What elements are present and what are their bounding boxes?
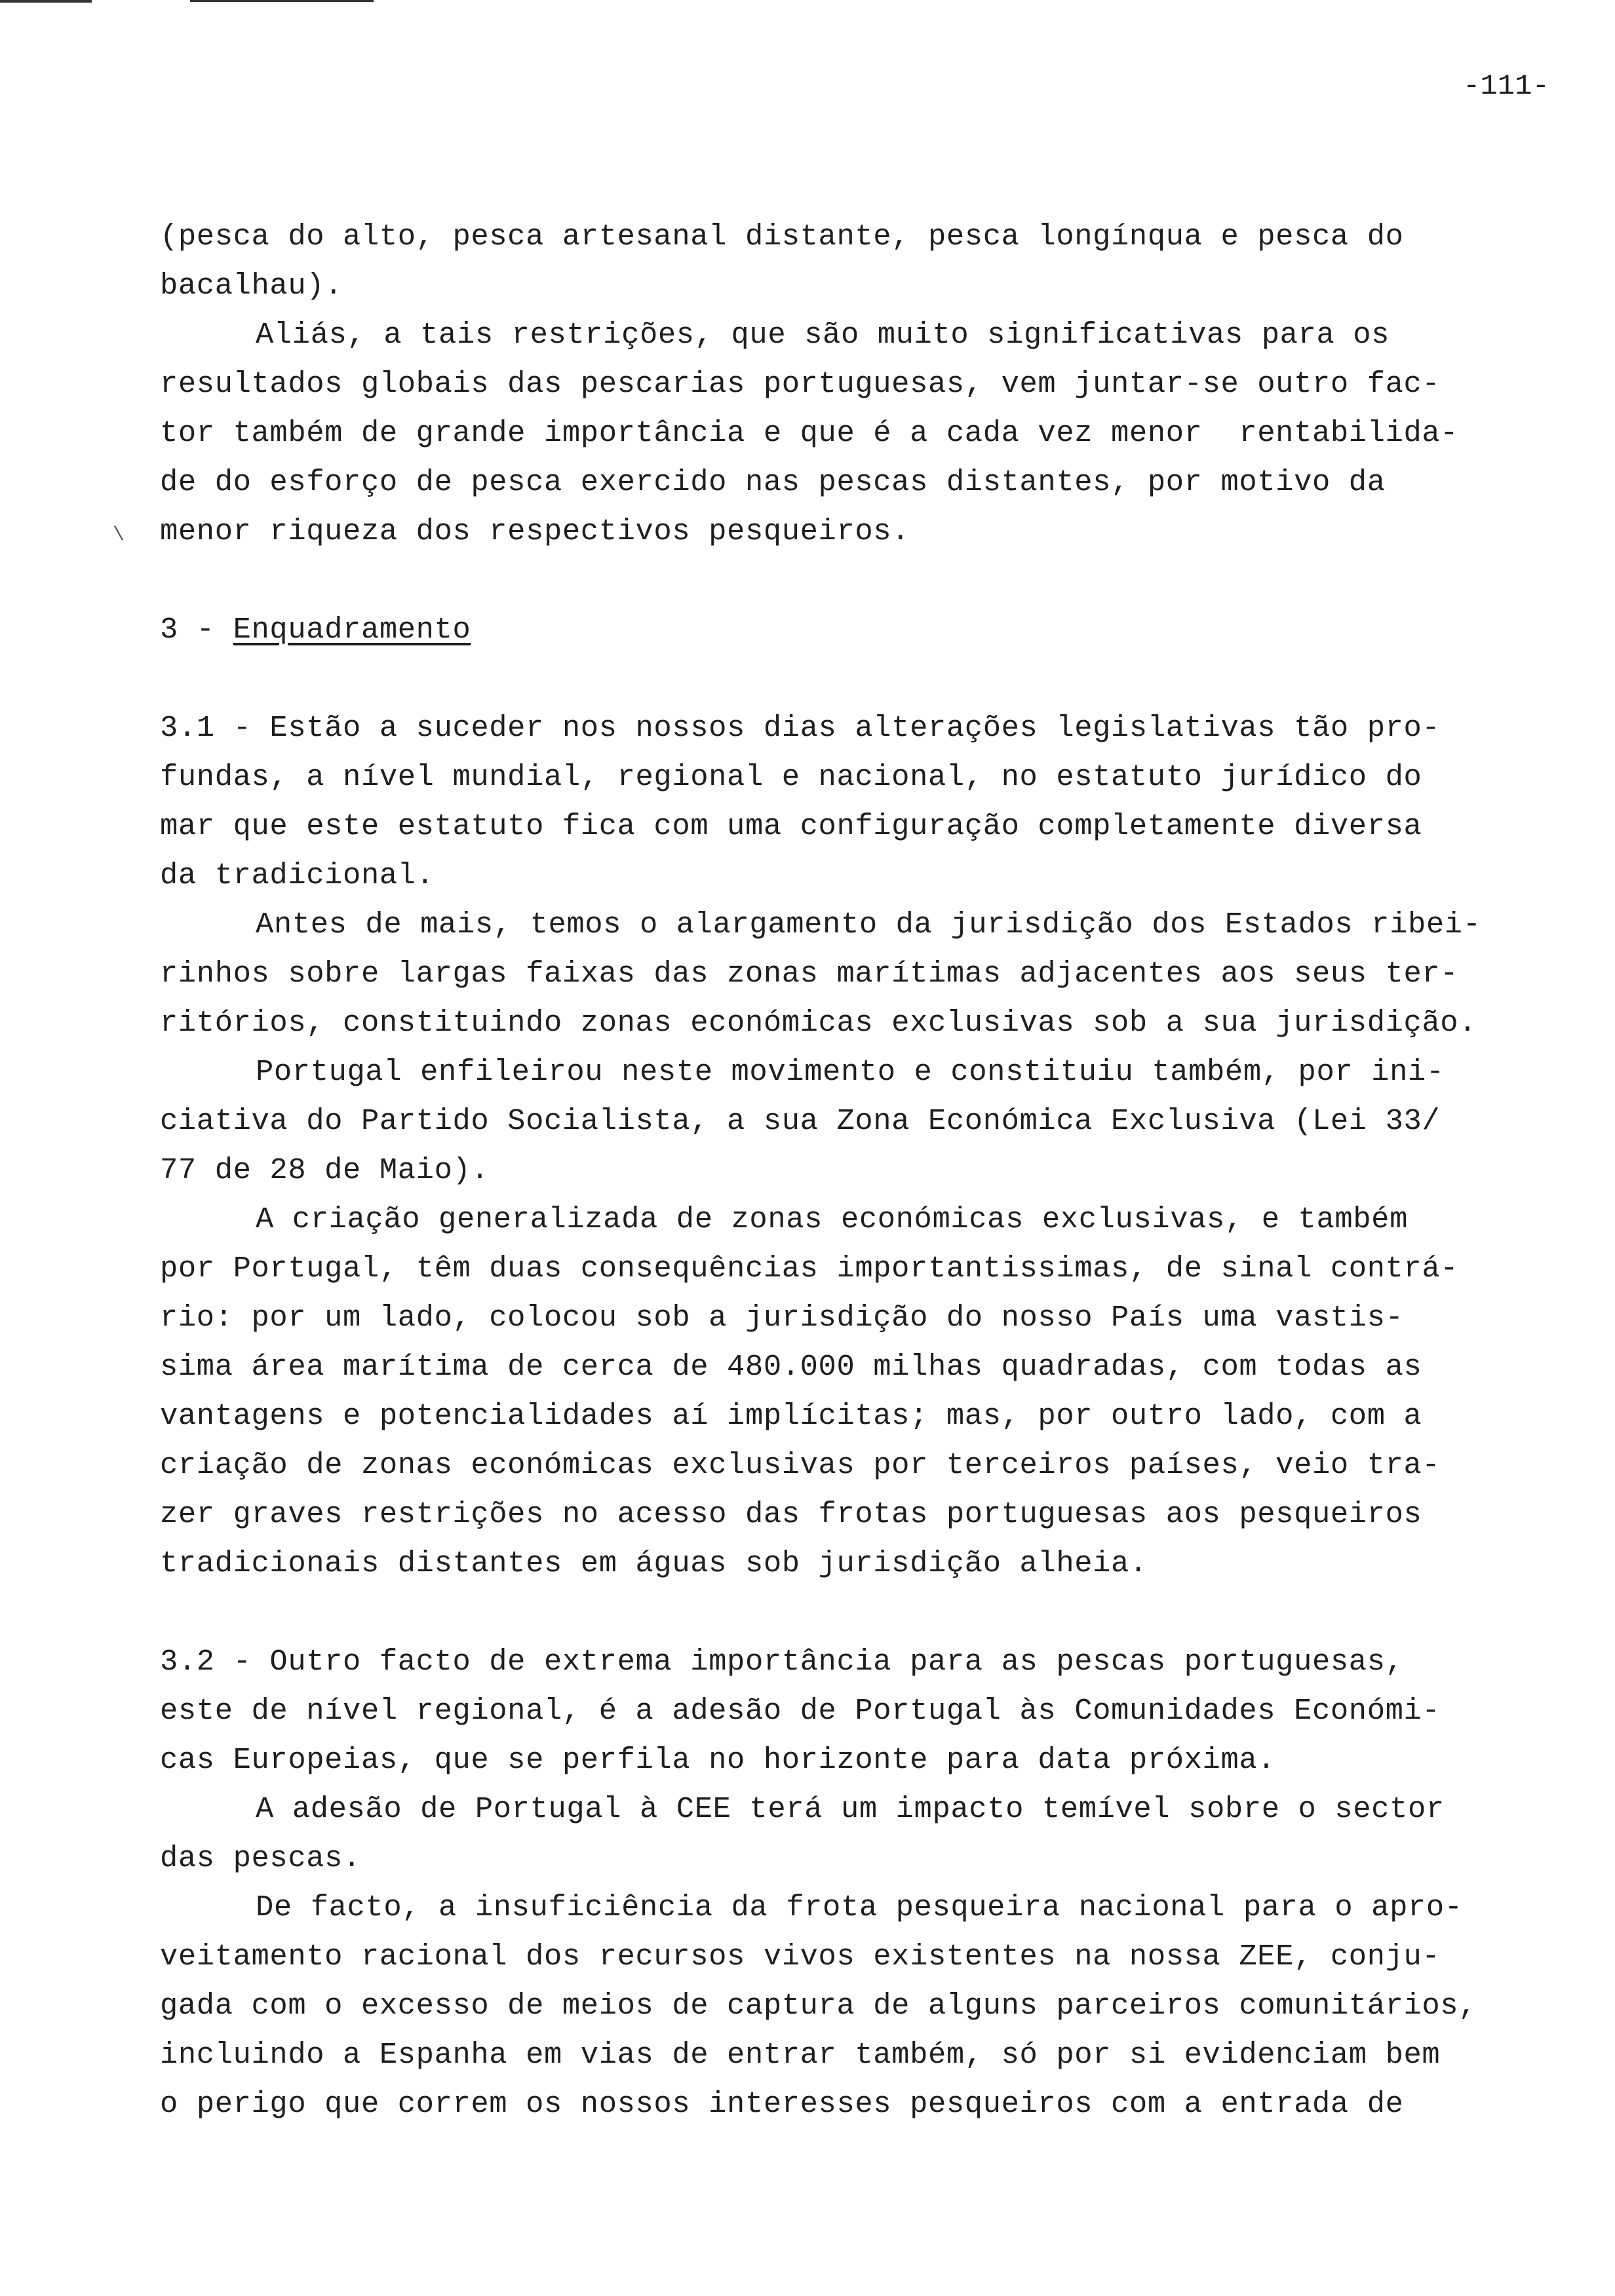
text-line: gada com o excesso de meios de captura de alguns parceiros comunitários, [160,1989,1477,2023]
text-line: de do esforço de pesca exercido nas pescas distantes, por motivo da [160,465,1386,499]
text-line: rio: por um lado, colocou sob a jurisdição do nosso País uma vastis- [160,1301,1404,1335]
top-edge-rule [190,0,374,2]
text-line: tradicionais distantes em águas sob jurisdição alheia. [160,1546,1148,1580]
paragraph-criacao-generalizada [160,1195,1576,1588]
text-line: cas Europeias, que se perfila no horizonte para data próxima. [160,1743,1276,1777]
paragraph-de-facto [160,1883,1576,2129]
text-line: ritórios, constituindo zonas económicas exclusivas sob a sua jurisdição. [160,1006,1477,1040]
text-line: tor também de grande importância e que é a cada vez menor rentabilida- [160,416,1459,450]
text-line: mar que este estatuto fica com uma configuração completamente diversa [160,809,1422,843]
margin-mark: \ [113,524,125,546]
section-number: 3 - [160,613,233,647]
top-edge-rule [0,0,92,3]
paragraph-adesao-cee [160,1785,1576,1883]
paragraph-3-1-intro [160,704,1576,900]
text-line: A criação generalizada de zonas económicas exclusivas, e também [256,1202,1408,1236]
text-line: zer graves restrições no acesso das frotas portuguesas aos pesqueiros [160,1497,1422,1531]
text-line: incluindo a Espanha em vias de entrar também, só por si evidenciam bem [160,2038,1441,2072]
text-line: 3.1 - Estão a suceder nos nossos dias alterações legislativas tão pro- [160,711,1441,745]
text-line: bacalhau). [160,269,343,303]
text-line: De facto, a insuficiência da frota pesqueira nacional para o apro- [256,1890,1463,1924]
intro-paragraph [160,212,1576,311]
paragraph-3-2-intro [160,1637,1576,1785]
text-line: 77 de 28 de Maio). [160,1153,490,1187]
document-body [160,212,1576,2129]
text-line: A adesão de Portugal à CEE terá um impacto temível sobre o sector [256,1792,1445,1826]
text-line: da tradicional. [160,858,435,892]
section-title: Enquadramento [233,613,471,647]
text-line: por Portugal, têm duas consequências importantissimas, de sinal contrá- [160,1252,1459,1286]
text-line: menor riqueza dos respectivos pesqueiros. [160,514,910,548]
text-line: ciativa do Partido Socialista, a sua Zona Económica Exclusiva (Lei 33/ [160,1104,1441,1138]
paragraph-alias [160,311,1576,556]
spacer [160,1588,1576,1637]
spacer [160,556,1576,605]
text-line: resultados globais das pescarias portuguesas, vem juntar-se outro fac- [160,367,1441,401]
text-line: 3.2 - Outro facto de extrema importância para as pescas portuguesas, [160,1645,1404,1679]
text-line: das pescas. [160,1841,361,1875]
text-line: Portugal enfileirou neste movimento e constituiu também, por ini- [256,1055,1445,1089]
paragraph-portugal-enfileirou [160,1048,1576,1195]
text-line: sima área marítima de cerca de 480.000 milhas quadradas, com todas as [160,1350,1422,1384]
text-line: veitamento racional dos recursos vivos existentes na nossa ZEE, conju- [160,1940,1441,1974]
text-line: criação de zonas económicas exclusivas por terceiros países, veio tra- [160,1448,1441,1482]
text-line: (pesca do alto, pesca artesanal distante, pesca longínqua e pesca do [160,220,1404,254]
page-number: -111- [1462,70,1549,103]
text-line: Antes de mais, temos o alargamento da jurisdição dos Estados ribei- [256,908,1481,942]
section-heading [160,605,1576,655]
text-line: vantagens e potencialidades aí implícitas; mas, por outro lado, com a [160,1399,1422,1433]
text-line: rinhos sobre largas faixas das zonas marítimas adjacentes aos seus ter- [160,957,1459,991]
text-line: Aliás, a tais restrições, que são muito significativas para os [256,318,1390,352]
text-line: fundas, a nível mundial, regional e nacional, no estatuto jurídico do [160,760,1422,794]
text-line: o perigo que correm os nossos interesses pesqueiros com a entrada de [160,2087,1404,2121]
paragraph-antes-de-mais [160,900,1576,1048]
spacer [160,655,1576,704]
text-line: este de nível regional, é a adesão de Portugal às Comunidades Económi- [160,1694,1441,1728]
